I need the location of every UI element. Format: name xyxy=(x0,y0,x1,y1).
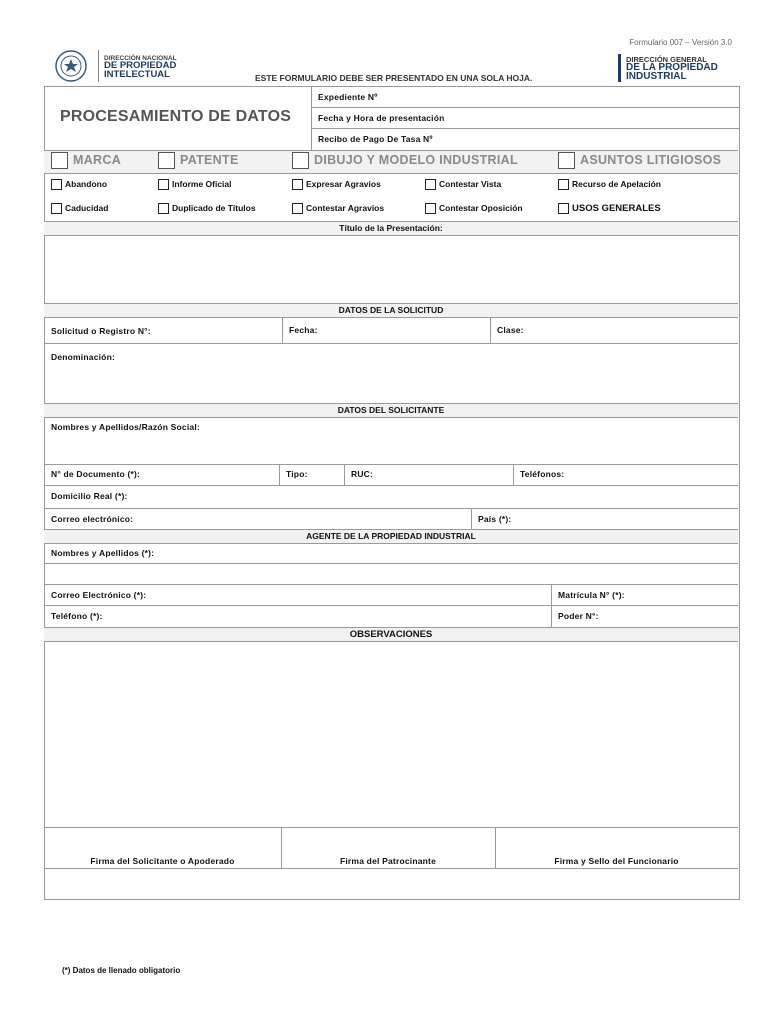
logo-dgpi xyxy=(618,54,748,84)
option-expresar-agravios[interactable]: Expresar Agravios xyxy=(292,179,381,190)
observaciones-heading: OBSERVACIONES xyxy=(44,627,738,642)
option-caducidad[interactable]: Caducidad xyxy=(51,203,108,214)
documento-field[interactable]: N° de Documento (*): xyxy=(51,469,141,479)
poder-field[interactable]: Poder N°: xyxy=(558,611,599,621)
checkbox[interactable] xyxy=(292,152,309,169)
option-recurso-apelacion[interactable]: Recurso de Apelación xyxy=(558,179,661,190)
dgpi-line2: DE LA PROPIEDAD xyxy=(626,62,718,73)
fecha-field[interactable]: Fecha: xyxy=(289,325,318,335)
solicitud-heading: DATOS DE LA SOLICITUD xyxy=(44,303,738,318)
firma-patrocinante[interactable]: Firma del Patrocinante xyxy=(339,856,437,866)
category-patente[interactable]: PATENTE xyxy=(158,152,239,169)
domicilio-field[interactable]: Domicilio Real (*): xyxy=(51,491,128,501)
form-title: PROCESAMIENTO DE DATOS xyxy=(60,108,292,125)
option-contestar-vista[interactable]: Contestar Vista xyxy=(425,179,501,190)
agente-correo-field[interactable]: Correo Electrónico (*): xyxy=(51,590,147,600)
nombres-razon-field[interactable]: Nombres y Apellidos/Razón Social: xyxy=(51,422,200,432)
pais-field[interactable]: País (*): xyxy=(478,514,512,524)
presentation-title-field[interactable] xyxy=(44,235,738,303)
observaciones-field[interactable] xyxy=(44,641,738,826)
recibo-pago-field[interactable]: Recibo de Pago De Tasa Nº xyxy=(318,134,433,144)
firma-solicitante[interactable]: Firma del Solicitante o Apoderado xyxy=(90,856,235,866)
category-marca[interactable]: MARCA xyxy=(51,152,121,169)
agente-heading: AGENTE DE LA PROPIEDAD INDUSTRIAL xyxy=(44,529,738,544)
matricula-field[interactable]: Matrícula N° (*): xyxy=(558,590,625,600)
logo-line2: DE PROPIEDAD xyxy=(104,60,177,71)
category-dibujo[interactable]: DIBUJO Y MODELO INDUSTRIAL xyxy=(292,152,518,169)
form-notice: ESTE FORMULARIO DEBE SER PRESENTADO EN UNA SOLA HOJA. xyxy=(255,73,533,83)
option-contestar-oposicion[interactable]: Contestar Oposición xyxy=(425,203,523,214)
tipo-field[interactable]: Tipo: xyxy=(286,469,308,479)
fecha-hora-field[interactable]: Fecha y Hora de presentación xyxy=(318,113,445,123)
option-contestar-agravios[interactable]: Contestar Agravios xyxy=(292,203,384,214)
agente-telefono-field[interactable]: Teléfono (*): xyxy=(51,611,103,621)
seal-icon xyxy=(52,50,90,82)
option-informe-oficial[interactable]: Informe Oficial xyxy=(158,179,232,190)
expediente-field[interactable]: Expediente Nº xyxy=(318,92,378,102)
form-version: Formulario 007 – Versión 3.0 xyxy=(629,38,732,47)
solicitante-heading: DATOS DEL SOLICITANTE xyxy=(44,403,738,418)
dgpi-line3: INDUSTRIAL xyxy=(626,71,687,82)
logo-dinapi xyxy=(52,50,202,84)
denominacion-field[interactable]: Denominación: xyxy=(51,352,115,362)
category-asuntos[interactable]: ASUNTOS LITIGIOSOS xyxy=(558,152,721,169)
agente-nombres-field[interactable]: Nombres y Apellidos (*): xyxy=(51,548,155,558)
firma-funcionario[interactable]: Firma y Sello del Funcionario xyxy=(554,856,679,866)
checkbox[interactable] xyxy=(158,152,175,169)
clase-field[interactable]: Clase: xyxy=(497,325,524,335)
correo-field[interactable]: Correo electrónico: xyxy=(51,514,134,524)
option-duplicado-titulos[interactable]: Duplicado de Títulos xyxy=(158,203,256,214)
logo-line3: INTELECTUAL xyxy=(104,69,170,80)
ruc-field[interactable]: RUC: xyxy=(351,469,374,479)
dgpi-line1: DIRECCIÓN GENERAL xyxy=(626,55,707,64)
checkbox[interactable] xyxy=(51,152,68,169)
presentation-title-label: Título de la Presentación: xyxy=(44,221,738,236)
option-usos-generales[interactable]: USOS GENERALES xyxy=(558,203,661,214)
logo-line1: DIRECCIÓN NACIONAL xyxy=(104,55,177,62)
option-abandono[interactable]: Abandono xyxy=(51,179,107,190)
telefonos-field[interactable]: Teléfonos: xyxy=(520,469,565,479)
footnote: (*) Datos de llenado obligatorio xyxy=(62,966,181,975)
checkbox[interactable] xyxy=(558,152,575,169)
registro-field[interactable]: Solicitud o Registro N°: xyxy=(51,326,151,336)
